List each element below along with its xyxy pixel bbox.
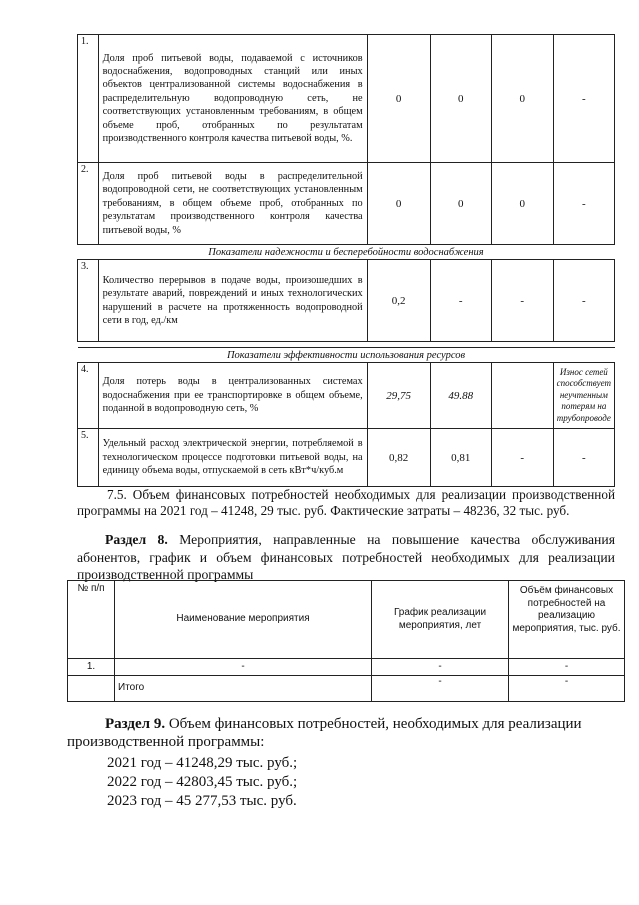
note-cell: Износ сетей способствует неучтенным потерям на трубопроводе (553, 363, 614, 429)
header-name: Наименование мероприятия (115, 581, 372, 659)
value-cell: 29,75 (367, 363, 430, 429)
table-row (68, 659, 625, 676)
total-volume: - (509, 676, 625, 702)
year-line: 2023 год – 45 277,53 тыс. руб. (107, 793, 297, 809)
section-8-label: Раздел 8. (105, 532, 168, 547)
measure-volume: - (509, 659, 625, 676)
row-number: 4. (78, 363, 99, 429)
indicator-description: Доля потерь воды в централизованных системах водоснабжения при ее транспортировке в общем объеме, поданной в водопроводную сеть, % (98, 363, 367, 429)
section-heading-row (78, 245, 615, 260)
header-volume: Объём финансовых потребностей на реализацию мероприятия, тыс. руб. (509, 581, 625, 659)
header-schedule: График реализации мероприятия, лет (372, 581, 509, 659)
section-9-text: Объем финансовых потребностей, необходимых для реализации производственной программы: (67, 716, 582, 750)
row-number: 2. (78, 163, 99, 245)
measures-table (67, 580, 625, 702)
empty-cell (68, 676, 115, 702)
indicator-description: Доля проб питьевой воды, подаваемой с источников водоснабжения, водопроводных станций или иных объектов централизованной системы водоснабжения в распределительную водопроводную сеть, не соответствующих установленным требованиям, в общем объеме проб, отобранных по результатам производственного контроля качества питьевой воды, %. (98, 35, 367, 163)
measure-name: - (115, 659, 372, 676)
table-header-row (68, 581, 625, 659)
note-cell: - (553, 35, 614, 163)
measure-schedule: - (372, 659, 509, 676)
header-num: № п/п (68, 581, 115, 659)
year-line: 2021 год – 41248,29 тыс. руб.; (107, 755, 298, 771)
total-schedule: - (372, 676, 509, 702)
note-cell: - (553, 260, 614, 342)
value-cell: - (430, 260, 491, 342)
row-number: 5. (78, 429, 99, 487)
row-number: 1. (68, 659, 115, 676)
indicators-table (77, 34, 615, 487)
row-number: 1. (78, 35, 99, 163)
row-number: 3. (78, 260, 99, 342)
total-label: Итого (115, 676, 372, 702)
section-9-label: Раздел 9. (105, 716, 166, 732)
section-efficiency-heading: Показатели эффективности использования ресурсов (78, 348, 615, 363)
value-cell: 0 (491, 35, 553, 163)
indicator-description: Удельный расход электрической энергии, потребляемой в технологическом процессе подготовки питьевой воды, на единицу объема воды, отпускаемой в сеть кВт*ч/куб.м (98, 429, 367, 487)
table-row (78, 163, 615, 245)
table-row (78, 363, 615, 429)
value-cell: - (491, 260, 553, 342)
section-heading-row (78, 348, 615, 363)
value-cell: 0 (367, 35, 430, 163)
table-row (78, 35, 615, 163)
indicator-description: Количество перерывов в подаче воды, произошедших в результате аварий, повреждений и иных технологических нарушений в расчете на протяженность водопроводной сети в год, ед./км (98, 260, 367, 342)
year-line: 2022 год – 42803,45 тыс. руб.; (107, 774, 298, 790)
value-cell: 0 (430, 163, 491, 245)
note-cell: - (553, 163, 614, 245)
note-cell: - (553, 429, 614, 487)
section-8-text: Мероприятия, направленные на повышение качества обслуживания абонентов, график и объем финансовых потребностей необходимых для реализации производственной программы (77, 532, 615, 582)
section-8-heading (77, 531, 615, 584)
section-reliability-heading: Показатели надежности и бесперебойности водоснабжения (78, 245, 615, 260)
value-cell: 0 (491, 163, 553, 245)
value-cell: 0,81 (430, 429, 491, 487)
indicator-description: Доля проб питьевой воды в распределительной водопроводной сети, не соответствующих установленным требованиям, в общем объеме проб, отобранных по результатам производственного контроля качества питьевой воды, % (98, 163, 367, 245)
paragraph-7-5: 7.5. Объем финансовых потребностей необходимых для реализации производственной программы на 2021 год – 41248, 29 тыс. руб. Фактические затраты – 48236, 32 тыс. руб. (77, 487, 615, 518)
value-cell: 49.88 (430, 363, 491, 429)
value-cell: 0 (367, 163, 430, 245)
value-cell: 0 (430, 35, 491, 163)
value-cell: - (491, 429, 553, 487)
table-row (78, 429, 615, 487)
value-cell: 0,82 (367, 429, 430, 487)
section-9-heading (67, 716, 627, 751)
value-cell (491, 363, 553, 429)
table-row (78, 260, 615, 342)
total-row (68, 676, 625, 702)
value-cell: 0,2 (367, 260, 430, 342)
